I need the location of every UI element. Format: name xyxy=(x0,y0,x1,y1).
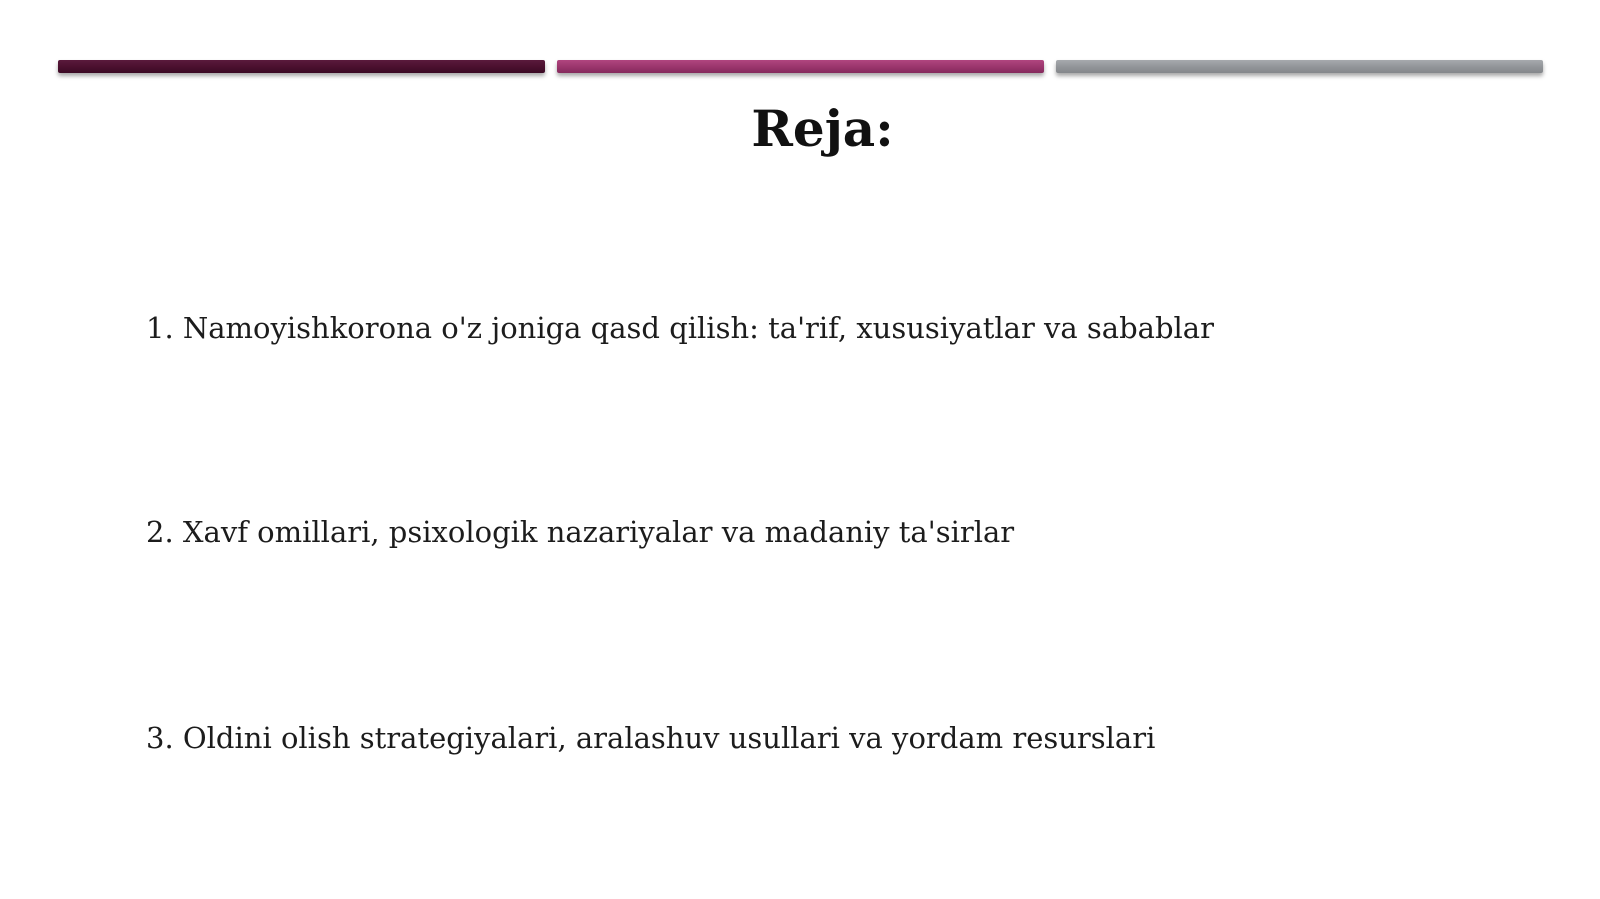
plan-item-2: 2. Xavf omillari, psixologik nazariyalar va madaniy ta'sirlar xyxy=(146,515,1015,549)
plan-item-3: 3. Oldini olish strategiyalari, aralashuv usullari va yordam resurslari xyxy=(146,721,1156,755)
plan-item-1: 1. Namoyishkorona o'z joniga qasd qilish: ta'rif, xususiyatlar va sabablar xyxy=(146,311,1214,345)
slide-title: Reja: xyxy=(751,99,894,158)
accent-bar-magenta xyxy=(557,60,1044,73)
accent-bar-dark-plum xyxy=(58,60,545,73)
accent-bar-gray xyxy=(1056,60,1543,73)
